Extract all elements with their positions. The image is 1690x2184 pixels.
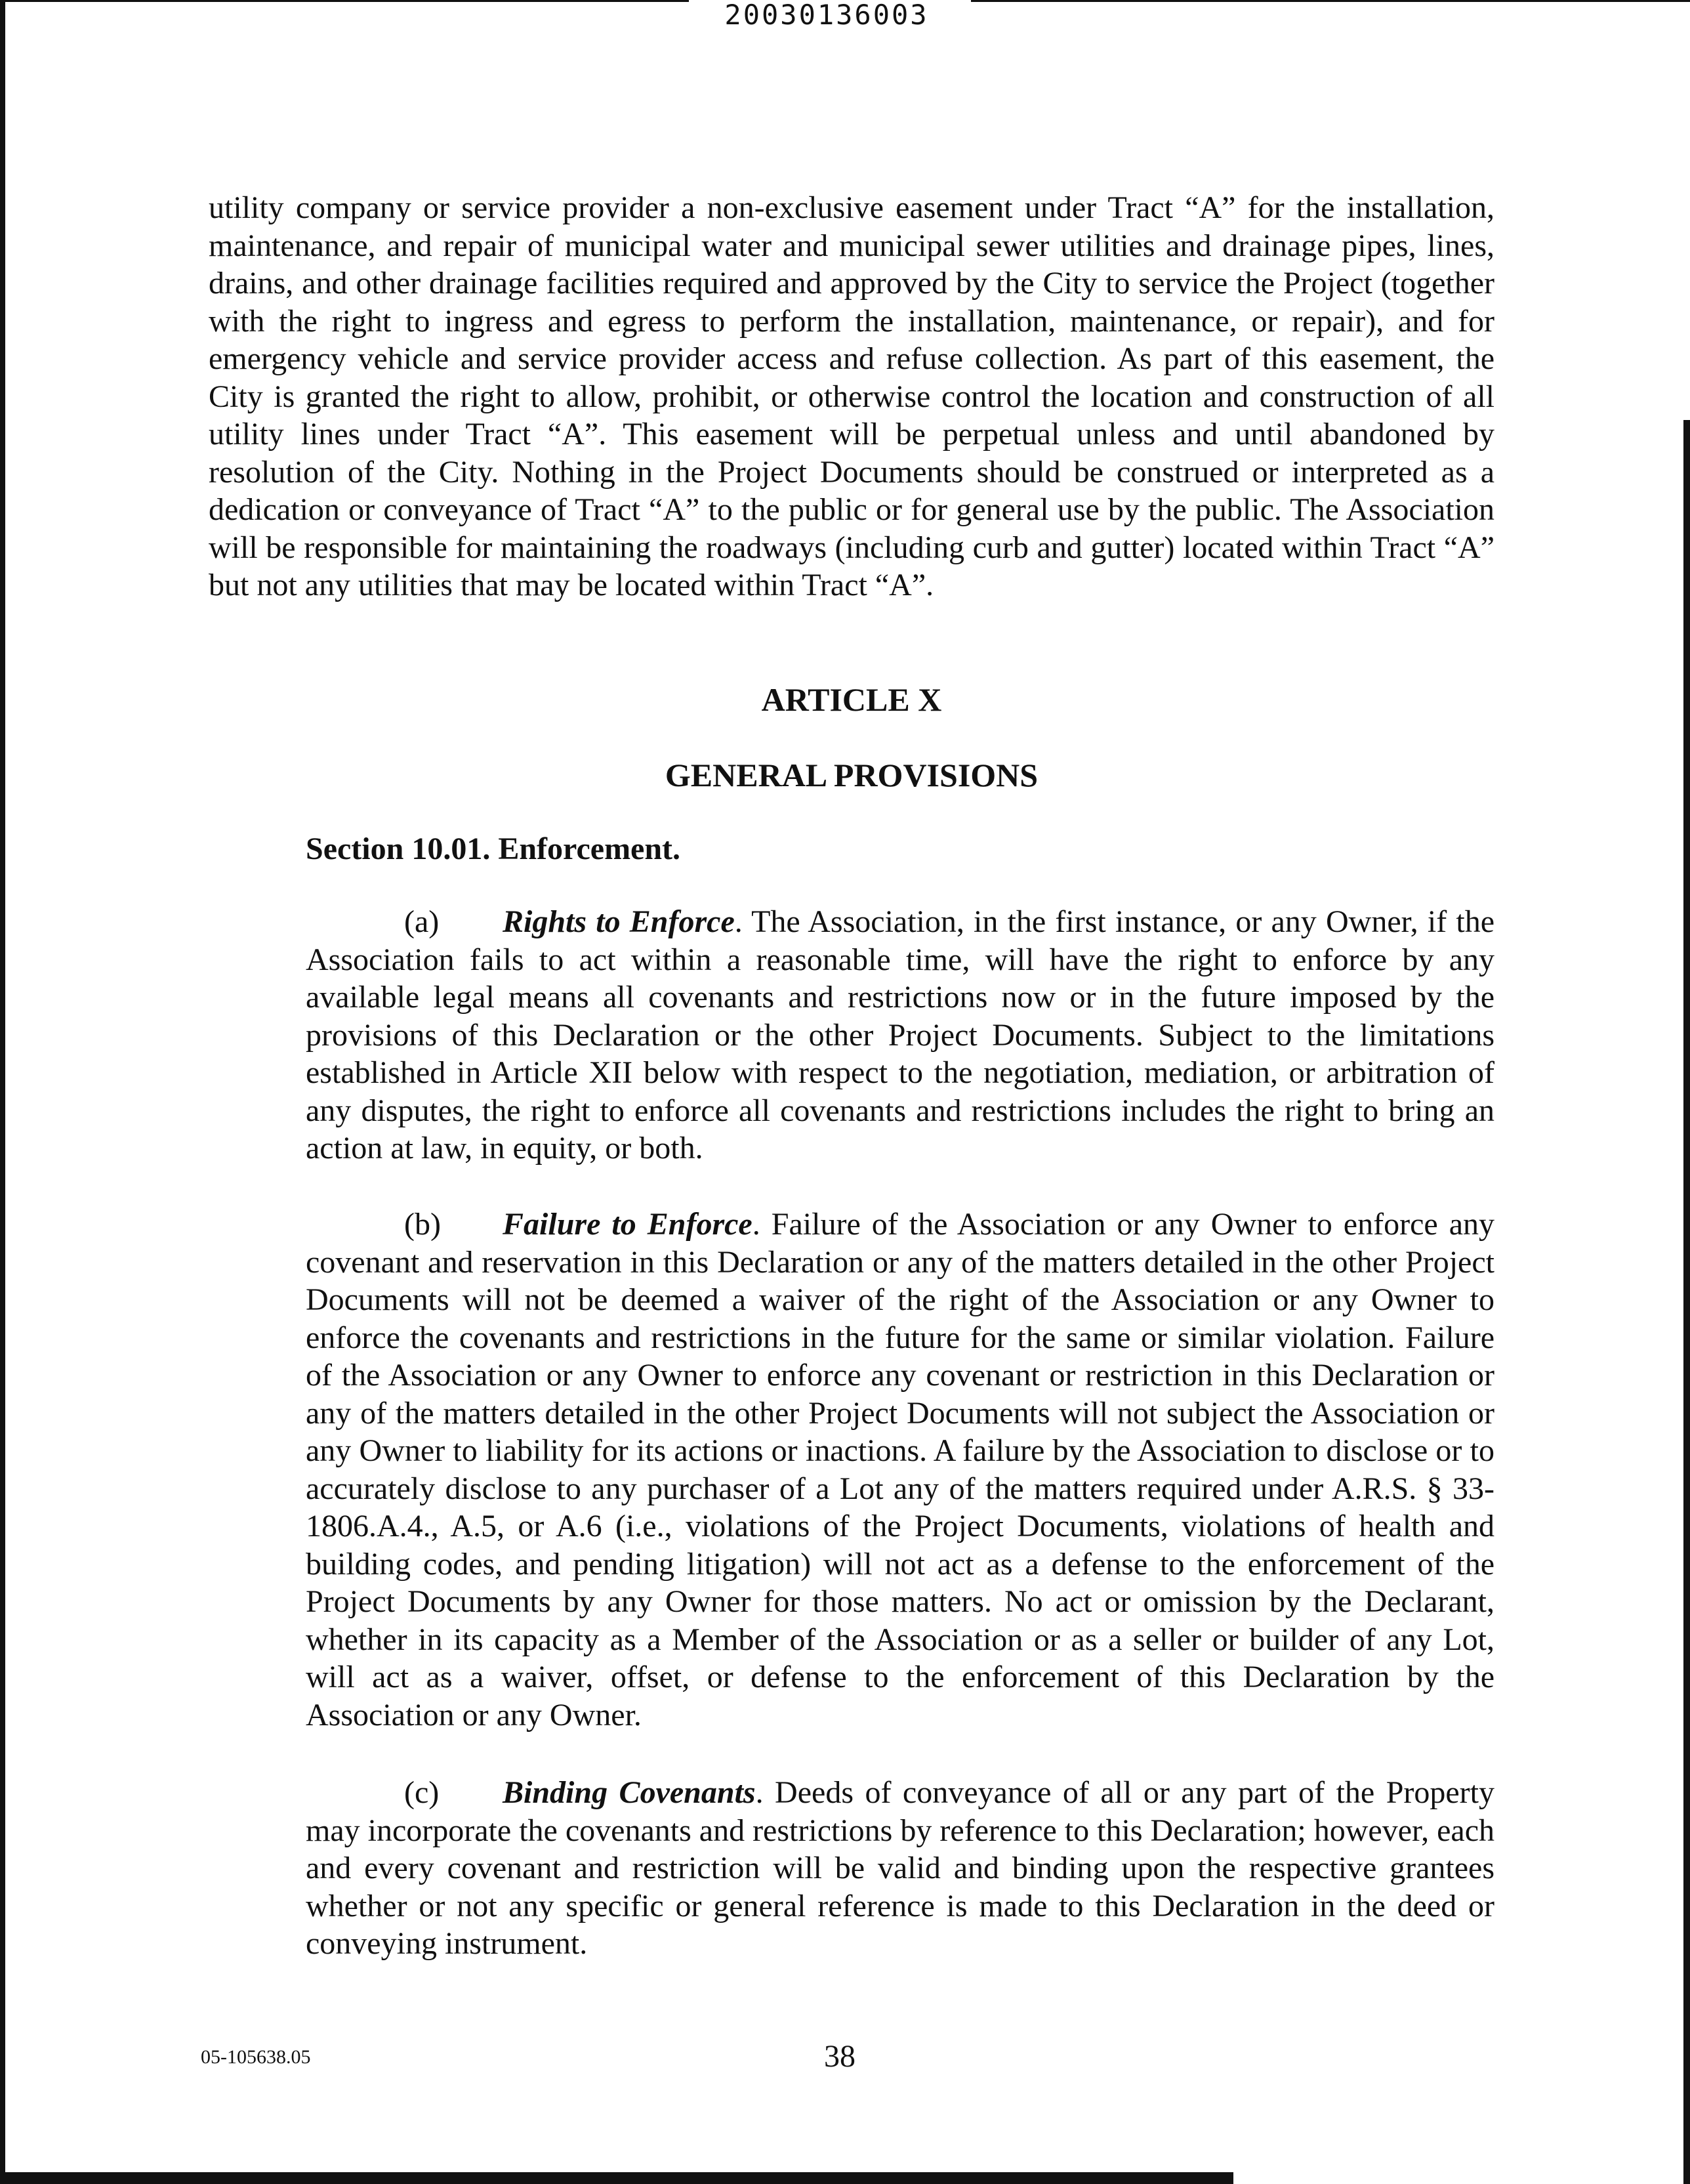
subsection-c-text: Deeds of conveyance of all or any part of the Property may incorporate the covenants and restrictions by reference to this Declaration; however, each and every covenant and restriction will be valid and binding upon the respective grantees whether or not any specific or general reference is made to this Declaration in the deed or conveying instrument. — [306, 1775, 1494, 1961]
subsection-a: (a) Rights to Enforce. The Association, in the first instance, or any Owner, if the Association fails to act within a reasonable time, will have the right to enforce by any available legal means all covenants and restrictions now or in the future imposed by the provisions of this Declaration or the other Project Documents. Subject to the limitations established in Article XII below with respect to the negotiation, mediation, or arbitration of any disputes, the right to enforce all covenants and restrictions includes the right to bring an action at law, in equity, or both. — [306, 904, 1495, 1166]
right-scan-border — [1683, 420, 1690, 2184]
article-title: GENERAL PROVISIONS — [665, 757, 1039, 793]
subsection-c: (c) Binding Covenants. Deeds of conveyance of all or any part of the Property may incorporate the covenants and restrictions by reference to this Declaration; however, each and every covenant and restriction will be valid and binding upon the respective grantees whether or not any specific or general reference is made to this Declaration in the deed or conveying instrument. — [306, 1775, 1494, 1961]
top-scan-border-left — [0, 0, 689, 2]
subsection-c-title: Binding Covenants — [503, 1775, 756, 1810]
page-number: 38 — [824, 2039, 855, 2074]
recording-number: 20030136003 — [724, 0, 929, 31]
top-scan-border-right — [971, 0, 1690, 2]
subsection-a-title: Rights to Enforce — [503, 904, 735, 939]
left-scan-border — [0, 0, 5, 2184]
subsection-c-marker: (c) — [404, 1775, 440, 1810]
subsection-a-marker: (a) — [404, 904, 440, 939]
subsection-b-text: Failure of the Association or any Owner to enforce any covenant and reservation in this Declaration or any of the matters detailed in the other Project Documents will not be deemed a waiver of the right of the Association or any Owner to enforce the covenants and restrictions in the future for the same or similar violation. Failure of the Association or any Owner to enforce any covenant or restriction in this Declaration or any of the matters detailed in the other Project Documents will not subject the Association or any Owner to liability for its actions or inactions. A failure by the Association to disclose or to accurately disclose to any purchaser of a Lot any of the matters required under A.R.S. § 33-1806.A.4., A.5, or A.6 (i.e., violations of the Project Documents, violations of health and building codes, and pending litigation) will not act as a defense to the enforcement of the Project Documents by any Owner for those matters. No act or omission by the Declarant, whether in its capacity as a Member of the Association or as a seller or builder of any Lot, will act as a waiver, offset, or defense to the enforcement of this Declaration by the Association or any Owner. — [306, 1207, 1495, 1732]
subsection-b-marker: (b) — [404, 1207, 441, 1242]
continued-paragraph: utility company or service provider a non-exclusive easement under Tract “A” for the installation, maintenance, and repair of municipal water and municipal sewer utilities and drainage pipes, lines, drains, and other drainage facilities required and approved by the City to service the Project (together with the right to ingress and egress to perform the installation, maintenance, or repair), and for emergency vehicle and service provider access and refuse collection. As part of this easement, the City is granted the right to allow, prohibit, or otherwise control the location and construction of all utility lines under Tract “A”. This easement will be perpetual unless and until abandoned by resolution of the City. Nothing in the Project Documents should be construed or interpreted as a dedication or conveyance of Tract “A” to the public or for general use by the public. The Association will be responsible for maintaining the roadways (including curb and gutter) located within Tract “A” but not any utilities that may be located within Tract “A”. — [209, 190, 1494, 602]
footer-document-id: 05-105638.05 — [201, 2046, 311, 2068]
section-heading: Section 10.01. Enforcement. — [306, 831, 681, 866]
subsection-a-text: The Association, in the first instance, or any Owner, if the Association fails to act within a reasonable time, will have the right to enforce by any available legal means all covenants and restrictions now or in the future imposed by the provisions of this Declaration or the other Project Documents. Subject to the limitations established in Article XII below with respect to the negotiation, mediation, or arbitration of any disputes, the right to enforce all covenants and restrictions includes the right to bring an action at law, in equity, or both. — [306, 904, 1495, 1166]
bottom-scan-border — [0, 2172, 1233, 2184]
subsection-b-title: Failure to Enforce — [503, 1207, 752, 1242]
subsection-b: (b) Failure to Enforce. Failure of the Association or any Owner to enforce any covenant and reservation in this Declaration or any of the matters detailed in the other Project Documents will not be deemed a waiver of the right of the Association or any Owner to enforce the covenants and restrictions in the future for the same or similar violation. Failure of the Association or any Owner to enforce any covenant or restriction in this Declaration or any of the matters detailed in the other Project Documents will not subject the Association or any Owner to liability for its actions or inactions. A failure by the Association to disclose or to accurately disclose to any purchaser of a Lot any of the matters required under A.R.S. § 33-1806.A.4., A.5, or A.6 (i.e., violations of the Project Documents, violations of health and building codes, and pending litigation) will not act as a defense to the enforcement of the Project Documents by any Owner for those matters. No act or omission by the Declarant, whether in its capacity as a Member of the Association or as a seller or builder of any Lot, will act as a waiver, offset, or defense to the enforcement of this Declaration by the Association or any Owner. — [306, 1207, 1495, 1732]
article-number: ARTICLE X — [761, 681, 942, 718]
